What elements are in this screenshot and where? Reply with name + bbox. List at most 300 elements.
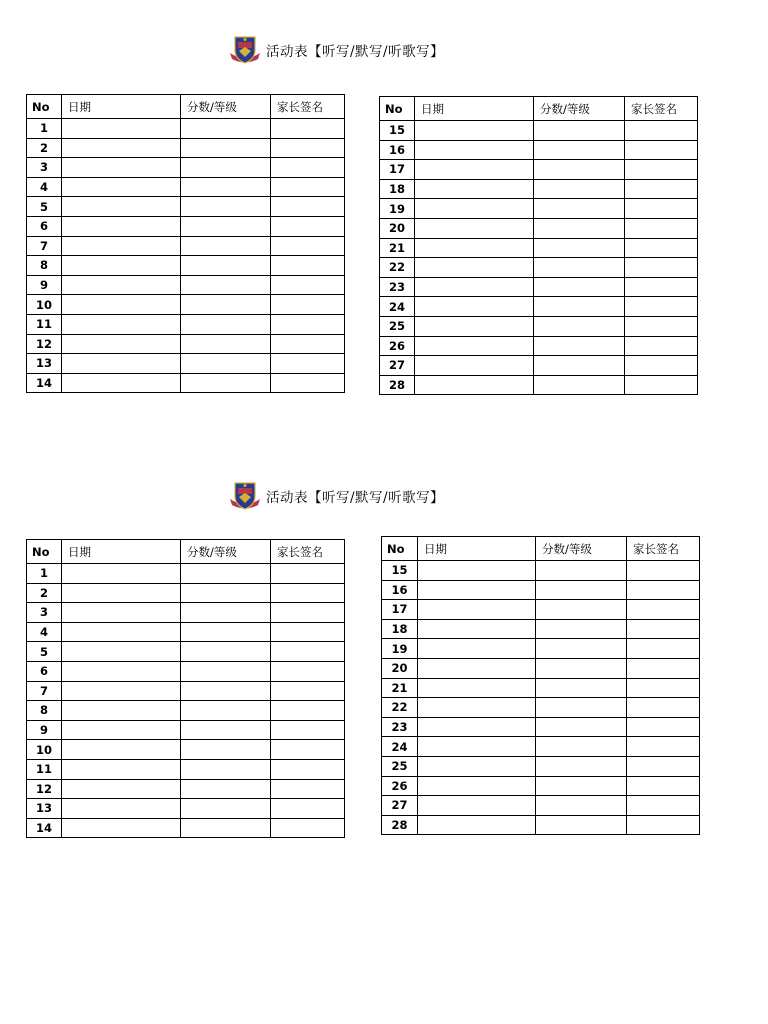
signature-cell[interactable] — [625, 297, 698, 317]
activity-table-right — [381, 536, 700, 835]
row-number: 4 — [27, 622, 62, 642]
date-cell[interactable] — [62, 818, 181, 838]
date-cell[interactable] — [62, 779, 181, 799]
signature-cell[interactable] — [271, 216, 345, 236]
signature-cell[interactable] — [627, 796, 700, 816]
table-row — [382, 600, 700, 620]
signature-cell[interactable] — [271, 622, 345, 642]
score-cell[interactable] — [181, 681, 271, 701]
date-cell[interactable] — [418, 639, 536, 659]
score-cell[interactable] — [181, 295, 271, 315]
date-cell[interactable] — [418, 600, 536, 620]
signature-cell[interactable] — [627, 561, 700, 581]
score-cell[interactable] — [181, 158, 271, 178]
row-number: 6 — [27, 216, 62, 236]
score-cell[interactable] — [536, 619, 627, 639]
signature-cell[interactable] — [271, 138, 345, 158]
score-cell[interactable] — [536, 658, 627, 678]
row-number: 21 — [382, 678, 418, 698]
row-number: 12 — [27, 334, 62, 354]
table-row — [27, 354, 345, 374]
score-cell[interactable] — [181, 216, 271, 236]
table-row — [380, 160, 698, 180]
signature-cell[interactable] — [271, 295, 345, 315]
score-cell[interactable] — [181, 622, 271, 642]
date-cell[interactable] — [62, 583, 181, 603]
header-date: 日期 — [62, 540, 181, 564]
score-cell[interactable] — [181, 275, 271, 295]
table-row — [382, 796, 700, 816]
section-1-header — [228, 32, 444, 68]
signature-cell[interactable] — [271, 373, 345, 393]
score-cell[interactable] — [536, 678, 627, 698]
table-row — [27, 681, 345, 701]
score-cell[interactable] — [181, 583, 271, 603]
date-cell[interactable] — [62, 603, 181, 623]
score-cell[interactable] — [534, 121, 625, 141]
table-row — [380, 218, 698, 238]
table-row — [27, 642, 345, 662]
row-number: 16 — [380, 140, 415, 160]
date-cell[interactable] — [62, 701, 181, 721]
row-number: 22 — [380, 258, 415, 278]
score-cell[interactable] — [181, 354, 271, 374]
signature-cell[interactable] — [271, 354, 345, 374]
score-cell[interactable] — [536, 600, 627, 620]
row-number: 26 — [380, 336, 415, 356]
signature-cell[interactable] — [271, 158, 345, 178]
score-cell[interactable] — [534, 297, 625, 317]
date-cell[interactable] — [62, 720, 181, 740]
signature-cell[interactable] — [625, 140, 698, 160]
row-number: 27 — [382, 796, 418, 816]
table-row — [27, 138, 345, 158]
score-cell[interactable] — [181, 740, 271, 760]
section-2-header — [228, 478, 444, 514]
school-crest-icon — [228, 479, 262, 513]
table-row — [27, 216, 345, 236]
signature-cell[interactable] — [627, 678, 700, 698]
signature-cell[interactable] — [627, 600, 700, 620]
row-number: 5 — [27, 642, 62, 662]
table-row — [380, 277, 698, 297]
signature-cell[interactable] — [625, 179, 698, 199]
row-number: 2 — [27, 138, 62, 158]
row-number: 24 — [380, 297, 415, 317]
table-row — [380, 238, 698, 258]
header-date: 日期 — [418, 537, 536, 561]
date-cell[interactable] — [415, 140, 534, 160]
date-cell[interactable] — [415, 238, 534, 258]
table-body — [27, 564, 345, 838]
signature-cell[interactable] — [271, 603, 345, 623]
signature-cell[interactable] — [627, 619, 700, 639]
header-score: 分数/等级 — [536, 537, 627, 561]
page-title: 活动表【听写/默写/听歌写】 — [266, 44, 445, 60]
date-cell[interactable] — [62, 158, 181, 178]
signature-cell[interactable] — [271, 681, 345, 701]
header-no: No — [27, 95, 62, 119]
date-cell[interactable] — [418, 619, 536, 639]
row-number: 20 — [380, 218, 415, 238]
row-number: 13 — [27, 354, 62, 374]
school-crest-icon — [228, 33, 262, 67]
date-cell[interactable] — [418, 580, 536, 600]
score-cell[interactable] — [181, 720, 271, 740]
table-header-row — [382, 537, 700, 561]
table-row — [380, 199, 698, 219]
score-cell[interactable] — [534, 140, 625, 160]
score-cell[interactable] — [181, 818, 271, 838]
table-row — [380, 297, 698, 317]
activity-table-left — [26, 94, 345, 393]
table-row — [27, 622, 345, 642]
table-row — [380, 121, 698, 141]
score-cell[interactable] — [534, 336, 625, 356]
date-cell[interactable] — [62, 295, 181, 315]
date-cell[interactable] — [62, 256, 181, 276]
row-number: 8 — [27, 701, 62, 721]
table-row — [27, 373, 345, 393]
score-cell[interactable] — [536, 776, 627, 796]
date-cell[interactable] — [418, 776, 536, 796]
row-number: 7 — [27, 681, 62, 701]
table-row — [382, 815, 700, 835]
date-cell[interactable] — [415, 336, 534, 356]
signature-cell[interactable] — [271, 799, 345, 819]
date-cell[interactable] — [62, 564, 181, 584]
score-cell[interactable] — [536, 561, 627, 581]
signature-cell[interactable] — [625, 218, 698, 238]
table-row — [27, 740, 345, 760]
signature-cell[interactable] — [271, 642, 345, 662]
row-number: 28 — [382, 815, 418, 835]
signature-cell[interactable] — [627, 639, 700, 659]
table-row — [27, 256, 345, 276]
table-row — [382, 561, 700, 581]
date-cell[interactable] — [62, 759, 181, 779]
score-cell[interactable] — [534, 160, 625, 180]
date-cell[interactable] — [62, 236, 181, 256]
signature-cell[interactable] — [625, 277, 698, 297]
score-cell[interactable] — [181, 661, 271, 681]
row-number: 24 — [382, 737, 418, 757]
signature-cell[interactable] — [625, 238, 698, 258]
row-number: 28 — [380, 375, 415, 395]
table-row — [27, 701, 345, 721]
signature-cell[interactable] — [271, 661, 345, 681]
row-number: 10 — [27, 740, 62, 760]
score-cell[interactable] — [181, 256, 271, 276]
row-number: 18 — [380, 179, 415, 199]
table-row — [382, 658, 700, 678]
signature-cell[interactable] — [627, 815, 700, 835]
header-score: 分数/等级 — [181, 95, 271, 119]
row-number: 12 — [27, 779, 62, 799]
signature-cell[interactable] — [271, 701, 345, 721]
row-number: 6 — [27, 661, 62, 681]
header-parent-signature: 家长签名 — [627, 537, 700, 561]
row-number: 27 — [380, 356, 415, 376]
date-cell[interactable] — [62, 216, 181, 236]
row-number: 3 — [27, 158, 62, 178]
signature-cell[interactable] — [625, 316, 698, 336]
score-cell[interactable] — [181, 701, 271, 721]
row-number: 17 — [380, 160, 415, 180]
signature-cell[interactable] — [625, 160, 698, 180]
header-no: No — [27, 540, 62, 564]
row-number: 25 — [382, 756, 418, 776]
date-cell[interactable] — [418, 561, 536, 581]
activity-table-right — [379, 96, 698, 395]
date-cell[interactable] — [62, 354, 181, 374]
table-row — [380, 375, 698, 395]
date-cell[interactable] — [62, 275, 181, 295]
score-cell[interactable] — [534, 238, 625, 258]
signature-cell[interactable] — [271, 720, 345, 740]
score-cell[interactable] — [181, 334, 271, 354]
signature-cell[interactable] — [271, 759, 345, 779]
table-row — [382, 776, 700, 796]
row-number: 19 — [382, 639, 418, 659]
table-row — [382, 717, 700, 737]
row-number: 15 — [382, 561, 418, 581]
row-number: 11 — [27, 314, 62, 334]
signature-cell[interactable] — [625, 121, 698, 141]
score-cell[interactable] — [536, 756, 627, 776]
row-number: 3 — [27, 603, 62, 623]
table-row — [27, 799, 345, 819]
row-number: 22 — [382, 698, 418, 718]
row-number: 13 — [27, 799, 62, 819]
row-number: 18 — [382, 619, 418, 639]
signature-cell[interactable] — [271, 583, 345, 603]
score-cell[interactable] — [536, 580, 627, 600]
score-cell[interactable] — [536, 796, 627, 816]
score-cell[interactable] — [534, 316, 625, 336]
score-cell[interactable] — [181, 236, 271, 256]
date-cell[interactable] — [62, 138, 181, 158]
table-row — [382, 737, 700, 757]
score-cell[interactable] — [534, 375, 625, 395]
date-cell[interactable] — [62, 373, 181, 393]
table-row — [27, 818, 345, 838]
score-cell[interactable] — [534, 356, 625, 376]
date-cell[interactable] — [62, 197, 181, 217]
row-number: 17 — [382, 600, 418, 620]
table-body — [380, 121, 698, 395]
signature-cell[interactable] — [627, 756, 700, 776]
table-row — [27, 158, 345, 178]
date-cell[interactable] — [415, 356, 534, 376]
page-title: 活动表【听写/默写/听歌写】 — [266, 490, 445, 506]
date-cell[interactable] — [418, 717, 536, 737]
date-cell[interactable] — [415, 160, 534, 180]
score-cell[interactable] — [181, 373, 271, 393]
signature-cell[interactable] — [271, 236, 345, 256]
score-cell[interactable] — [181, 799, 271, 819]
score-cell[interactable] — [536, 717, 627, 737]
signature-cell[interactable] — [627, 776, 700, 796]
date-cell[interactable] — [62, 799, 181, 819]
activity-table-left — [26, 539, 345, 838]
date-cell[interactable] — [415, 375, 534, 395]
score-cell[interactable] — [536, 737, 627, 757]
date-cell[interactable] — [62, 661, 181, 681]
row-number: 14 — [27, 373, 62, 393]
header-date: 日期 — [415, 97, 534, 121]
row-number: 25 — [380, 316, 415, 336]
date-cell[interactable] — [418, 658, 536, 678]
score-cell[interactable] — [181, 564, 271, 584]
row-number: 5 — [27, 197, 62, 217]
table-header-row — [27, 95, 345, 119]
signature-cell[interactable] — [627, 717, 700, 737]
table-row — [380, 336, 698, 356]
date-cell[interactable] — [418, 698, 536, 718]
table-row — [27, 661, 345, 681]
signature-cell[interactable] — [625, 336, 698, 356]
signature-cell[interactable] — [271, 818, 345, 838]
date-cell[interactable] — [415, 199, 534, 219]
score-cell[interactable] — [181, 138, 271, 158]
table-row — [27, 564, 345, 584]
table-row — [380, 258, 698, 278]
table-header-row — [380, 97, 698, 121]
table-body — [27, 119, 345, 393]
row-number: 21 — [380, 238, 415, 258]
table-row — [382, 639, 700, 659]
date-cell[interactable] — [62, 740, 181, 760]
date-cell[interactable] — [415, 297, 534, 317]
date-cell[interactable] — [415, 121, 534, 141]
date-cell[interactable] — [62, 314, 181, 334]
table-row — [27, 197, 345, 217]
table-row — [27, 603, 345, 623]
signature-cell[interactable] — [271, 177, 345, 197]
score-cell[interactable] — [534, 199, 625, 219]
date-cell[interactable] — [62, 177, 181, 197]
date-cell[interactable] — [415, 316, 534, 336]
score-cell[interactable] — [536, 639, 627, 659]
header-no: No — [382, 537, 418, 561]
score-cell[interactable] — [181, 119, 271, 139]
signature-cell[interactable] — [271, 256, 345, 276]
table-body — [382, 561, 700, 835]
header-parent-signature: 家长签名 — [625, 97, 698, 121]
table-row — [380, 179, 698, 199]
date-cell[interactable] — [62, 681, 181, 701]
signature-cell[interactable] — [625, 199, 698, 219]
row-number: 19 — [380, 199, 415, 219]
table-row — [382, 756, 700, 776]
header-parent-signature: 家长签名 — [271, 95, 345, 119]
table-row — [382, 678, 700, 698]
table-row — [27, 177, 345, 197]
header-score: 分数/等级 — [534, 97, 625, 121]
row-number: 14 — [27, 818, 62, 838]
table-row — [27, 334, 345, 354]
header-parent-signature: 家长签名 — [271, 540, 345, 564]
score-cell[interactable] — [534, 277, 625, 297]
table-row — [382, 580, 700, 600]
row-number: 9 — [27, 275, 62, 295]
signature-cell[interactable] — [271, 740, 345, 760]
signature-cell[interactable] — [625, 258, 698, 278]
signature-cell[interactable] — [271, 197, 345, 217]
score-cell[interactable] — [181, 779, 271, 799]
header-date: 日期 — [62, 95, 181, 119]
table-row — [380, 356, 698, 376]
signature-cell[interactable] — [627, 737, 700, 757]
signature-cell[interactable] — [271, 779, 345, 799]
header-no: No — [380, 97, 415, 121]
row-number: 1 — [27, 564, 62, 584]
score-cell[interactable] — [534, 218, 625, 238]
score-cell[interactable] — [181, 603, 271, 623]
row-number: 16 — [382, 580, 418, 600]
row-number: 15 — [380, 121, 415, 141]
date-cell[interactable] — [62, 642, 181, 662]
score-cell[interactable] — [536, 815, 627, 835]
row-number: 11 — [27, 759, 62, 779]
score-cell[interactable] — [181, 177, 271, 197]
date-cell[interactable] — [62, 119, 181, 139]
signature-cell[interactable] — [625, 375, 698, 395]
row-number: 9 — [27, 720, 62, 740]
score-cell[interactable] — [181, 314, 271, 334]
date-cell[interactable] — [62, 622, 181, 642]
table-header-row — [27, 540, 345, 564]
score-cell[interactable] — [536, 698, 627, 718]
table-row — [27, 583, 345, 603]
date-cell[interactable] — [418, 678, 536, 698]
date-cell[interactable] — [415, 179, 534, 199]
score-cell[interactable] — [181, 759, 271, 779]
header-score: 分数/等级 — [181, 540, 271, 564]
table-row — [27, 720, 345, 740]
table-row — [27, 779, 345, 799]
signature-cell[interactable] — [271, 119, 345, 139]
date-cell[interactable] — [415, 218, 534, 238]
signature-cell[interactable] — [271, 564, 345, 584]
date-cell[interactable] — [418, 796, 536, 816]
signature-cell[interactable] — [271, 275, 345, 295]
signature-cell[interactable] — [627, 658, 700, 678]
score-cell[interactable] — [181, 642, 271, 662]
signature-cell[interactable] — [625, 356, 698, 376]
row-number: 23 — [382, 717, 418, 737]
date-cell[interactable] — [418, 756, 536, 776]
table-row — [27, 236, 345, 256]
score-cell[interactable] — [534, 179, 625, 199]
date-cell[interactable] — [418, 815, 536, 835]
signature-cell[interactable] — [271, 314, 345, 334]
signature-cell[interactable] — [271, 334, 345, 354]
row-number: 10 — [27, 295, 62, 315]
date-cell[interactable] — [415, 258, 534, 278]
signature-cell[interactable] — [627, 698, 700, 718]
score-cell[interactable] — [181, 197, 271, 217]
table-row — [27, 119, 345, 139]
signature-cell[interactable] — [627, 580, 700, 600]
date-cell[interactable] — [62, 334, 181, 354]
date-cell[interactable] — [418, 737, 536, 757]
table-row — [27, 275, 345, 295]
date-cell[interactable] — [415, 277, 534, 297]
score-cell[interactable] — [534, 258, 625, 278]
row-number: 20 — [382, 658, 418, 678]
